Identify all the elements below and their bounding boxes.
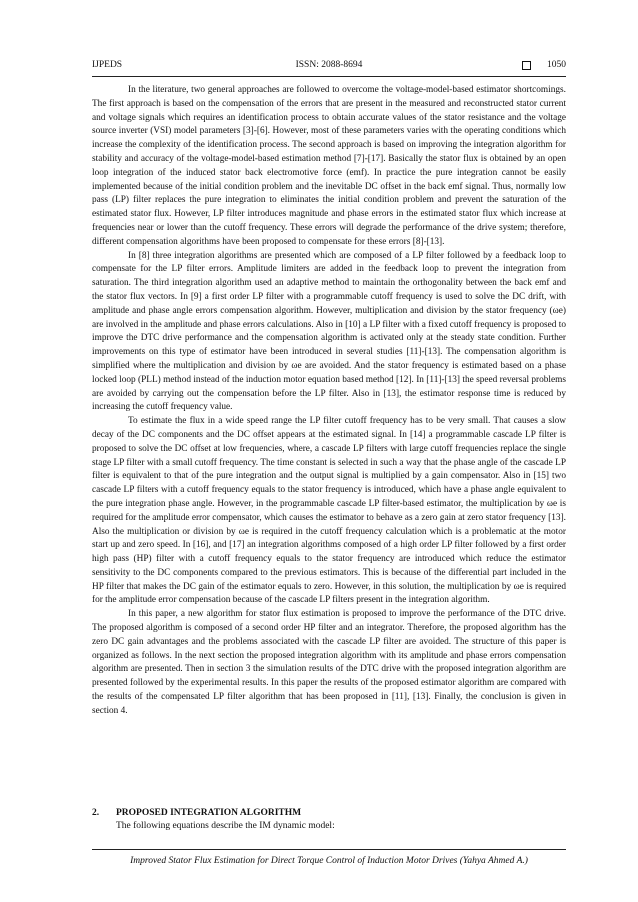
article-body — [92, 84, 566, 719]
paragraph-2: In [8] three integration algorithms are presented which are composed of a LP filter followed by a feedback loop to compensate for the LP filter errors. Amplitude limiters are added in the feedback loop to prevent the integration from saturation. The third integration algorithm used an adaptive method to maintain the orthogonality between the back emf and the stator flux vectors. In [9] a first order LP filter with a programmable cutoff frequency is used to solve the DC drift, with amplitude and phase angle errors compensation algorithm. However, multiplication and division by the stator frequency (ωe) are involved in the amplitude and phase errors calculations. Also in [10] a LP filter with a fixed cutoff frequency is proposed to improve the DTC drive performance and the compensation algorithm is activated only at the steady state condition. Further improvements on this type of estimator have been introduced in several studies [11]-[13]. The compensation algorithm is simplified where the multiplication and division by ωe are avoided. And the stator frequency is estimated based on a phase locked loop (PLL) method instead of the induction motor equation based method [12]. In [11]-[13] the speed reversal problems are avoided by carrying out the compensation before the LP filter. Also in [13], the estimator response time is reduced by increasing the cutoff frequency value. — [92, 250, 566, 413]
footer-divider — [92, 849, 566, 850]
running-header — [92, 60, 566, 74]
issn-label: ISSN: 2088-8694 — [295, 60, 363, 70]
section-heading — [92, 808, 566, 818]
section-number: 2. — [92, 808, 100, 818]
paragraph-4: In this paper, a new algorithm for stator flux estimation is proposed to improve the performance of the DTC drive. The proposed algorithm is composed of a second order HP filter and an integrator. Therefore, the proposed algorithm has the zero DC gain advantages and the problems associated with the cascade LP filter are avoided. The structure of this paper is organized as follows. In the next section the proposed integration algorithm with its amplitude and phase errors compensation algorithm are presented. Then in section 3 the simulation results of the DTC drive with the proposed integration algorithm are presented followed by the experimental results. In this paper the results of the proposed estimator algorithm are compared with the results of the compensated LP filter algorithm that has been proposed in [11], [13]. Finally, the conclusion is given in section 4. — [92, 609, 566, 716]
header-divider — [92, 76, 566, 77]
journal-name: IJPEDS — [92, 60, 123, 70]
running-footer: Improved Stator Flux Estimation for Direct Torque Control of Induction Motor Drives (Yahya Ahmed A.) — [130, 856, 528, 866]
section-intro: The following equations describe the IM dynamic model: — [116, 821, 335, 831]
paragraph-3: To estimate the flux in a wide speed range the LP filter cutoff frequency has to be very small. That causes a slow decay of the DC components and the DC offset appears at the estimated signal. In [14] a programmable cascade LP filter is proposed to solve the DC offset at low frequencies, where, a cascade LP filters with large cutoff frequencies replace the single stage LP filter with a small cutoff frequency. The time constant is selected in such a way that the phase angle of the cascade LP filter is equivalent to that of the pure integration and the output signal is multiplied by a gain compensator. Also in [15] two cascade LP filters with a cutoff frequency equals to the stator frequency is introduced, which have a phase angle equivalent to the pure integration phase angle. However, in the programmable cascade LP filter-based estimator, the multiplication by ωe is required for the amplitude error compensator, which causes the estimator to behave as a zero gain at zero stator frequency [13]. Also the multiplication or division by ωe is required in the cutoff frequency calculation which is a problematic at the motor start up and zero speed. In [16], and [17] an integration algorithms composed of a high order LP filter followed by a first order high pass (HP) filter with a cutoff frequency equals to the stator frequency are introduced which reduce the estimator sensitivity to the DC components compared to the previous estimators. This is because of the differential part included in the HP filter that makes the DC gain of the estimator equals to zero. However, in this solution, the multiplication by ωe is required for the amplitude error compensation because of the cascade LP filters present in the integration algorithm. — [92, 416, 566, 606]
page-number: 1050 — [547, 60, 566, 70]
paragraph-1: In the literature, two general approaches are followed to overcome the voltage-model-based estimator shortcomings. The first approach is based on the compensation of the errors that are present in the measured and reconstructed stator current and voltage signals which requires an identification process to obtain accurate values of the stator resistance and the voltage source inverter (VSI) model parameters [3]-[6]. However, most of these parameters varies with the operating conditions which increase the complexity of the identification process. The second approach is based on improving the integration algorithm for stability and accuracy of the voltage-model-based estimation method [7]-[17]. Basically the stator flux is obtained by an open loop integration of the induced stator back electromotive force (emf). In practice the pure integration cannot be easily implemented because of the initial condition problem and the inevitable DC offset in the back emf signal. Thus, normally low pass (LP) filter replaces the pure integration to eliminates the initial condition problem and prevent the saturation of the estimated stator flux. However, LP filter introduces magnitude and phase errors in the estimated stator flux which increase at frequencies near or lower than the cutoff frequency. These errors will degrade the performance of the drive system; therefore, different compensation algorithms have been proposed to compensate for these errors [8]-[13]. — [92, 85, 566, 247]
checkbox-square-icon — [522, 61, 531, 70]
section-title: PROPOSED INTEGRATION ALGORITHM — [116, 808, 302, 818]
header-right — [522, 60, 566, 70]
